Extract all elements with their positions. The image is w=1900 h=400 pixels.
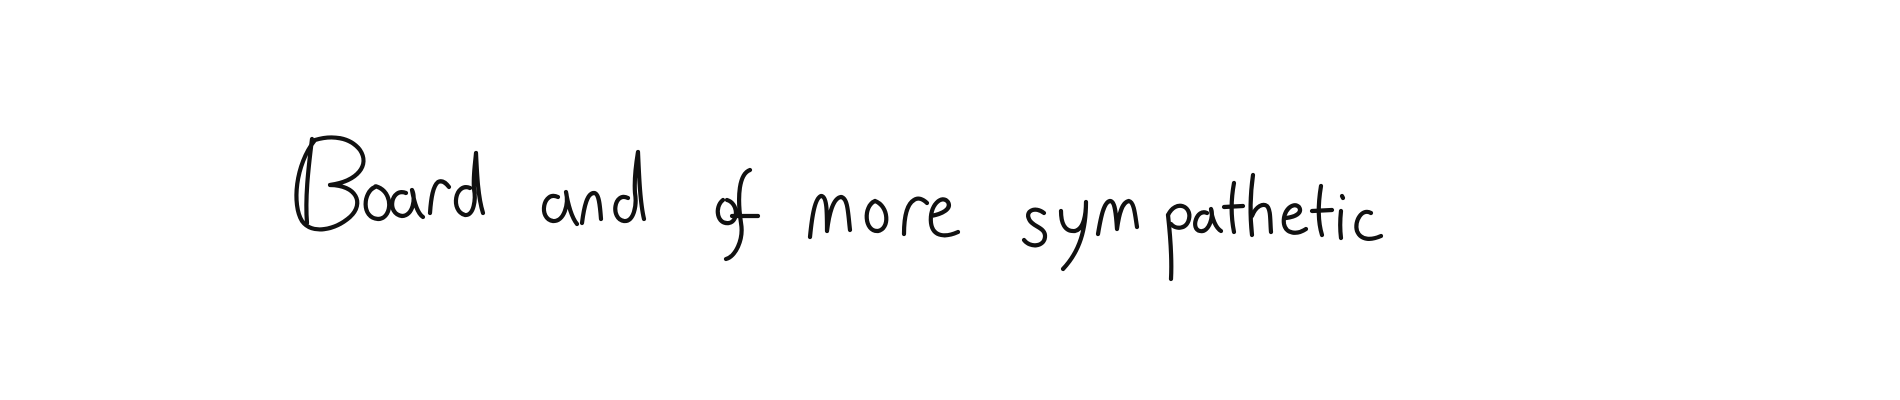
handwritten-sentence: [280, 95, 1600, 295]
handwriting-strokes: [280, 95, 1600, 295]
